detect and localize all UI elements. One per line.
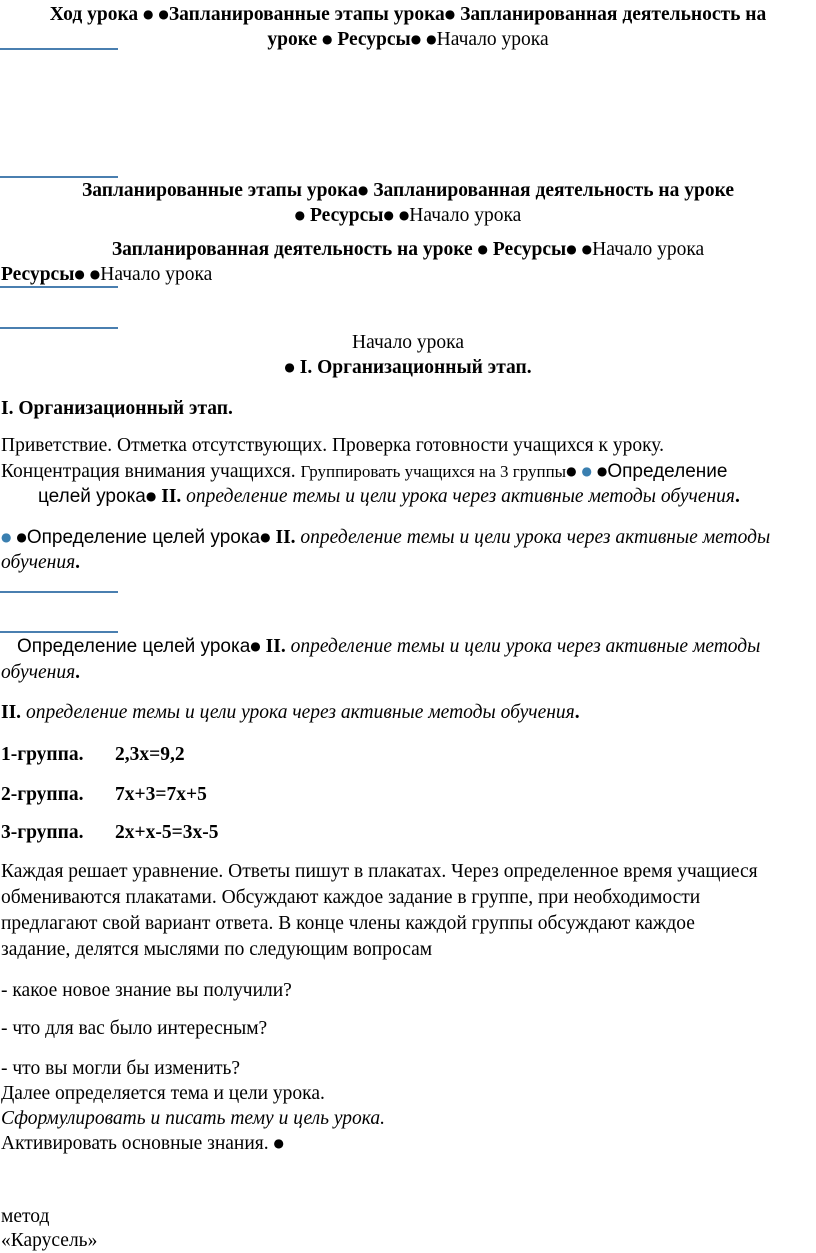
block2-line-1 [0, 180, 816, 202]
org-text: . [734, 486, 740, 507]
final-line-3 [1, 1133, 284, 1155]
org-text: II. [161, 486, 182, 507]
goals-text: определение темы и цели урока через активные методы [290, 636, 761, 657]
bullet-icon: ● [294, 208, 306, 222]
header-text: уроке [267, 29, 318, 50]
start-title-text: Начало урока [351, 332, 465, 353]
block-text: Запланированные этапы урока [81, 180, 358, 201]
org-text-small: Группировать учащихся на 3 группы [300, 462, 567, 481]
bullet-icon: ● [383, 208, 394, 222]
bullet-icon: ● [410, 32, 422, 46]
goals-text: II. [1, 702, 22, 723]
goals-text: обучения [1, 662, 76, 683]
goals-text: . [574, 702, 580, 723]
question-item: - какое новое знание вы получили? [1, 980, 292, 1001]
org-text: определение темы и цели урока через активные методы обучения [186, 486, 735, 507]
divider-rule [0, 591, 118, 593]
goals2-line-1 [17, 636, 760, 658]
org-text: целей урока [38, 486, 146, 507]
bullet-icon: ● [260, 530, 271, 544]
header-line-1 [0, 4, 816, 26]
method-line-2: «Карусель» [1, 1230, 98, 1251]
divider-rule [0, 631, 118, 633]
final-text: Активировать основные знания. [1, 1133, 269, 1154]
goals2-line-2 [1, 662, 80, 684]
group-row [1, 822, 218, 844]
block-text: Запланированная деятельность на уроке [111, 239, 473, 260]
bullet-icon: ● [1, 530, 12, 544]
block-text: Ресурсы [492, 239, 567, 260]
bullet-icon: ● [566, 242, 577, 256]
task-line: Каждая решает уравнение. Ответы пишут в плакатах. Через определенное время учащиеся [1, 861, 758, 882]
header-text: Запланированная деятельность на [460, 4, 767, 25]
divider-rule [0, 48, 118, 50]
goals-text: определение темы и цели урока через активные методы обучения [25, 702, 575, 723]
org-paragraph-1: Приветствие. Отметка отсутствующих. Проверка готовности учащихся к уроку. [1, 435, 664, 456]
header-text: Запланированные этапы урока [168, 4, 445, 25]
goals-text: . [75, 552, 81, 573]
bullet-icon: ● [357, 183, 369, 197]
goals3-line [1, 702, 580, 724]
bullet-icon: ● [284, 360, 295, 374]
block-text: Ресурсы [310, 205, 384, 226]
header-text: Ресурсы [337, 29, 411, 50]
header-text: Начало урока [436, 29, 549, 50]
bullet-icon: ● [250, 639, 261, 653]
bullet-icon: ● [158, 7, 169, 21]
block-text: Начало урока [100, 264, 213, 285]
task-line: задание, делятся мыслями по следующим вопросам [1, 939, 433, 960]
divider-rule [0, 176, 118, 178]
method-line-1: метод [1, 1206, 50, 1227]
bullet-icon: ● [477, 242, 488, 256]
goals-text: Определение целей урока [26, 527, 261, 548]
org-paragraph-2 [1, 461, 727, 483]
block-text: Ресурсы [1, 264, 75, 285]
final-line-1: Далее определяется тема и цели урока. [1, 1083, 325, 1104]
bullet-icon: ● [596, 464, 608, 478]
block4-line [1, 264, 212, 286]
goals-text: обучения [1, 552, 76, 573]
group-equation: 2,3х=9,2 [115, 744, 185, 765]
bullet-icon: ● [145, 489, 157, 503]
divider-rule [0, 286, 118, 288]
goals-text: II. [265, 636, 286, 657]
question-item: - что вы могли бы изменить? [1, 1058, 241, 1079]
header-text: Ход урока [49, 4, 139, 25]
block-text: Начало урока [409, 205, 522, 226]
goals1-line-1 [1, 527, 770, 549]
goals1-line-2 [1, 552, 80, 574]
org-text: Определение [607, 461, 728, 482]
bullet-icon: ● [398, 208, 410, 222]
group-row [1, 744, 185, 766]
goals-text: определение темы и цели урока через активные методы [300, 527, 771, 548]
org-heading: I. Организационный этап. [1, 398, 233, 419]
group-label: 1-группа. [1, 744, 84, 765]
bullet-icon: ● [16, 530, 27, 544]
group-equation: 7х+3=7х+5 [115, 784, 207, 805]
task-line: предлагают свой вариант ответа. В конце члены каждой группы обсуждают каждое [1, 913, 695, 934]
header-line-2 [0, 29, 816, 51]
group-row [1, 784, 207, 806]
group-equation: 2х+х-5=3х-5 [115, 822, 219, 843]
start-stage-text: I. Организационный этап. [299, 357, 532, 378]
bullet-icon: ● [426, 32, 437, 46]
goals-text: II. [275, 527, 296, 548]
bullet-icon: ● [321, 32, 333, 46]
goals-text: Определение целей урока [17, 636, 251, 657]
block-text: Запланированная деятельность на уроке [373, 180, 735, 201]
divider-rule [0, 327, 118, 329]
org-text: Концентрация внимания учащихся. [1, 461, 296, 482]
bullet-icon: ● [89, 267, 101, 281]
bullet-icon: ● [143, 7, 154, 21]
block3-line [0, 239, 816, 261]
bullet-icon: ● [273, 1136, 285, 1150]
block2-line-2 [0, 205, 816, 227]
org-paragraph-3 [38, 486, 740, 508]
bullet-icon: ● [581, 464, 592, 478]
task-line: обмениваются плакатами. Обсуждают каждое задание в группе, при необходимости [1, 887, 701, 908]
final-line-2: Сформулировать и писать тему и цель урока. [1, 1108, 386, 1129]
start-title [0, 332, 816, 354]
bullet-icon: ● [566, 464, 577, 478]
group-label: 3-группа. [1, 822, 84, 843]
goals-text: . [75, 662, 81, 683]
group-label: 2-группа. [1, 784, 84, 805]
bullet-icon: ● [581, 242, 593, 256]
bullet-icon: ● [74, 267, 85, 281]
block-text: Начало урока [592, 239, 705, 260]
start-stage [0, 357, 816, 379]
bullet-icon: ● [444, 7, 456, 21]
question-item: - что для вас было интересным? [1, 1018, 268, 1039]
